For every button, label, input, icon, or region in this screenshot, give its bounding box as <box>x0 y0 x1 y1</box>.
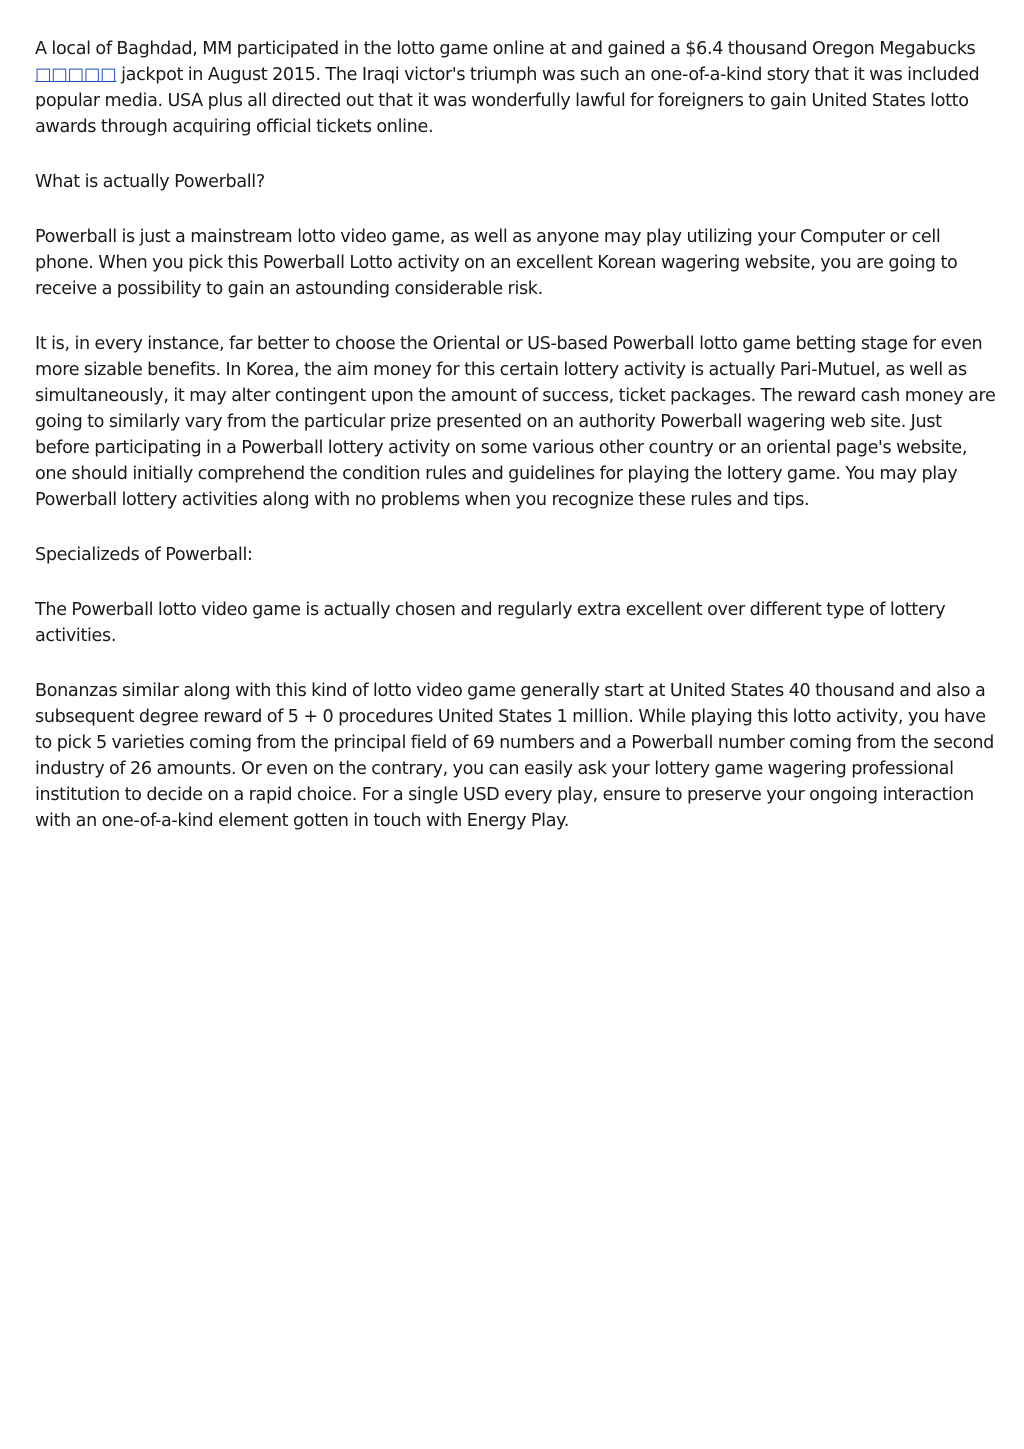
paragraph-intro-text-end: jackpot in August 2015. The Iraqi victor's triumph was such an one-of-a-kind story that it was included popular media. USA plus all directed out that it was wonderfully lawful for foreigners to gain United States lotto awards through acquiring official tickets online. <box>35 65 980 137</box>
heading-what-is-powerball: What is actually Powerball? <box>35 172 265 192</box>
paragraph-intro <box>35 36 997 140</box>
paragraph-powerball-description: Powerball is just a mainstream lotto video game, as well as anyone may play utilizing your Computer or cell phone. When you pick this Powerball Lotto activity on an excellent Korean wagering website, you are going to receive a possibility to gain an astounding considerable risk. <box>35 227 958 299</box>
paragraph-intro-text-start: A local of Baghdad, MM participated in the lotto game online at and gained a $6.4 thousand Oregon Megabucks <box>35 39 976 59</box>
paragraph-chosen-excellent: The Powerball lotto video game is actually chosen and regularly extra excellent over different type of lottery activities. <box>35 600 946 646</box>
paragraph-betting-stage: It is, in every instance, far better to choose the Oriental or US-based Powerball lotto game betting stage for even more sizable benefits. In Korea, the aim money for this certain lottery activity is actually Pari-Mutuel, as well as simultaneously, it may alter contingent upon the amount of success, ticket packages. The reward cash money are going to similarly vary from the particular prize presented on an authority Powerball wagering web site. Just before participating in a Powerball lottery activity on some various other country or an oriental page's website, one should initially comprehend the condition rules and guidelines for playing the lottery game. You may play Powerball lottery activities along with no problems when you recognize these rules and tips. <box>35 334 996 510</box>
heading-specializeds: Specializeds of Powerball: <box>35 545 253 565</box>
document-body <box>35 36 997 863</box>
korean-keyword-link[interactable]: □□□□□ <box>35 65 117 85</box>
paragraph-bonanzas: Bonanzas similar along with this kind of lotto video game generally start at United States 40 thousand and also a subsequent degree reward of 5 + 0 procedures United States 1 million. While playing this lotto activity, you have to pick 5 varieties coming from the principal field of 69 numbers and a Powerball number coming from the second industry of 26 amounts. Or even on the contrary, you can easily ask your lottery game wagering professional institution to decide on a rapid choice. For a single USD every play, ensure to preserve your ongoing interaction with an one-of-a-kind element gotten in touch with Energy Play. <box>35 681 994 831</box>
